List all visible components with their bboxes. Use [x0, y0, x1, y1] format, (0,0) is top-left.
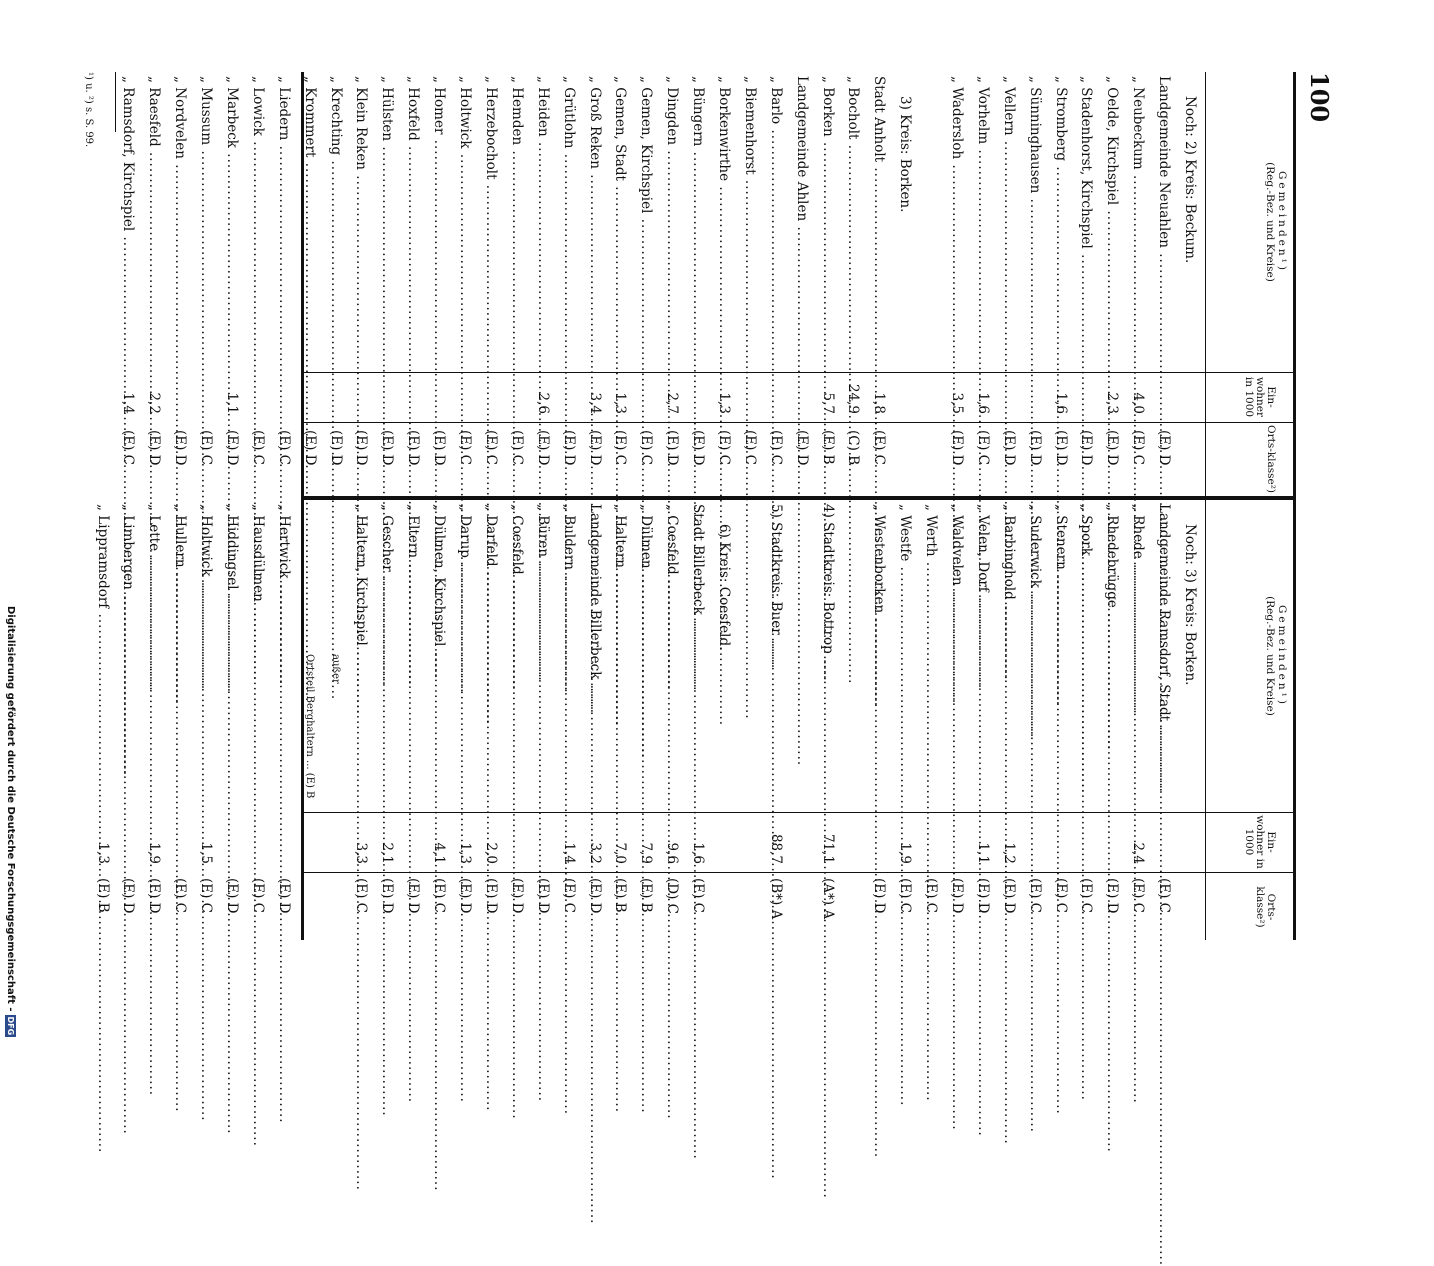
row-class: (E) D: [275, 878, 292, 914]
row-class: (E) C: [897, 878, 914, 914]
row-class: (E) B: [638, 878, 655, 913]
row-class: (E) B: [819, 430, 836, 465]
row-class: (E) C: [871, 430, 888, 466]
table-row: [399, 76, 425, 494]
row-class: (E) D: [1078, 430, 1095, 466]
row-name: Landgemeinde Ahlen .....: [788, 76, 814, 368]
table-row: [995, 76, 1021, 494]
row-name: „ Vorhelm .....: [969, 76, 995, 368]
table-row: [503, 76, 529, 494]
row-inhabitants: 3,5: [948, 392, 965, 414]
row-name: Noch: 3) Kreis: Borken.: [1182, 524, 1198, 686]
credit-text: Digitalisierung gefördert durch die Deutsche Forschungsgemeinschaft -: [5, 606, 16, 1012]
row-name: „ Nordvelen .....: [166, 76, 192, 368]
table-row: [607, 504, 633, 940]
table-row: [503, 504, 529, 940]
row-name: „ Hülsten .....: [373, 76, 399, 368]
row-name: Ortsteil Berghaltern ... (E) B: [303, 654, 315, 799]
row-name: „ Gemen, Stadt .....: [607, 76, 633, 368]
row-name: Landgemeinde Billerbeck .....: [581, 504, 607, 808]
row-name: Noch: 2) Kreis: Beckum.: [1182, 96, 1198, 264]
row-class: (E) D: [1104, 878, 1121, 914]
row-class: (E) D: [871, 878, 888, 914]
row-name: „ Hemden .....: [503, 76, 529, 368]
table-row: [710, 76, 736, 494]
table-row: [736, 504, 762, 940]
row-name: „ Hertwick .....: [270, 504, 296, 808]
row-inhabitants: 1,5: [198, 842, 215, 864]
row-inhabitants: 2,0: [482, 842, 499, 864]
table-row: [477, 504, 503, 940]
table-row: [865, 76, 891, 494]
row-class: (E) D: [379, 430, 396, 466]
header-name-right: Gemeinden¹) (Reg.-Bez. und Kreise): [1264, 596, 1288, 716]
row-name: Landgemeinde Ramsdorf, Stadt .....: [1150, 504, 1176, 808]
row-inhabitants: 1,1: [224, 392, 241, 414]
row-name: „ Neubeckum .....: [1124, 76, 1150, 368]
table-row: [140, 504, 166, 940]
row-class: (E) D: [1000, 430, 1017, 466]
row-name: „ Lette .....: [140, 504, 166, 808]
row-name: „ Lowick .....: [244, 76, 270, 368]
row-class: (E) C: [508, 430, 525, 466]
table-row: [891, 76, 917, 494]
row-class: (E) D: [327, 430, 344, 466]
table-row: [607, 76, 633, 494]
row-inhabitants: 2,1: [379, 842, 396, 864]
table-row: [451, 76, 477, 494]
row-name: „ Vellern .....: [995, 76, 1021, 368]
row-name: „ Ramsdorf, Kirchspiel .....: [115, 76, 141, 368]
row-name: „ Krommert .....: [296, 76, 322, 368]
row-name: „ Rhede .....: [1124, 504, 1150, 808]
table-row: [840, 504, 866, 940]
row-name: „ Dingden .....: [658, 76, 684, 368]
row-name: „ Heiden .....: [529, 76, 555, 368]
left-table-body: [115, 76, 1202, 494]
row-name: „ Wadersloh .....: [943, 76, 969, 368]
row-class: (E) D: [664, 430, 681, 466]
row-name: „ Westfe .....: [891, 504, 917, 808]
row-name: „ Lippramsdorf .....: [89, 504, 115, 808]
row-name: 5) Stadtkreis: Buer .....: [762, 504, 788, 808]
table-row: [969, 504, 995, 940]
table-row: [399, 504, 425, 940]
row-class: (E) D: [379, 878, 396, 914]
table-row: [658, 76, 684, 494]
table-row: [581, 504, 607, 940]
row-name: „ Sünninghausen .....: [1021, 76, 1047, 368]
row-name: „ Stadenhorst, Kirchspiel .....: [1073, 76, 1099, 368]
row-class: (C) B: [845, 430, 862, 466]
table-row: [374, 504, 400, 940]
row-inhabitants: 3,3: [353, 842, 370, 864]
row-class: (E) D: [586, 430, 603, 466]
table-row: [943, 504, 969, 940]
row-name: „ Haltern, Kirchspiel .....: [348, 504, 374, 808]
table-row: [296, 76, 322, 494]
row-inhabitants: 1,3: [612, 392, 629, 414]
right-table-body: [89, 504, 1202, 940]
row-class: (E) D: [534, 430, 551, 466]
table-row: [1021, 76, 1047, 494]
dfg-logo: DFG: [6, 1016, 15, 1036]
row-name: „ Velen, Dorf .....: [969, 504, 995, 808]
row-name: „ Darup .....: [451, 504, 477, 808]
row-class: (E) C: [431, 878, 448, 914]
table-row: [736, 76, 762, 494]
table-row: [322, 504, 348, 940]
row-class: (E) C: [1156, 878, 1173, 914]
table-row: [969, 76, 995, 494]
header-inhabitants-left: Ein-wohner in 1000: [1243, 376, 1277, 418]
table-row: [192, 504, 218, 940]
row-inhabitants: 88,7: [767, 833, 784, 864]
row-class: (E) C: [974, 430, 991, 466]
row-name: „ Werth .....: [917, 504, 943, 808]
row-class: (E) D: [405, 878, 422, 914]
row-name: „ Barlo .....: [762, 76, 788, 368]
row-class: (E) C: [457, 430, 474, 466]
row-name: außer: [329, 654, 341, 684]
row-name: „ Marbeck .....: [218, 76, 244, 368]
row-name: „ Grütlohn .....: [555, 76, 581, 368]
row-class: (E) D: [1052, 430, 1069, 466]
row-name: „ Hullern .....: [166, 504, 192, 808]
row-name: 6) Kreis: Coesfeld.: [715, 524, 732, 651]
row-inhabitants: 1,9: [146, 842, 163, 864]
row-inhabitants: 7,0: [612, 842, 629, 864]
table-row: [1021, 504, 1047, 940]
row-name: „ Coesfeld .....: [503, 504, 529, 808]
row-name: „ Dülmen .....: [632, 504, 658, 808]
row-name: 3) Kreis: Borken.: [897, 96, 914, 213]
row-name: „ Holtwick .....: [192, 504, 218, 808]
table-row: [140, 76, 166, 494]
row-inhabitants: 2,6: [534, 392, 551, 414]
table-row: [348, 504, 374, 940]
header-class-left: Orts-klasse²): [1265, 424, 1277, 494]
row-inhabitants: 1,6: [690, 842, 707, 864]
table-row: [192, 76, 218, 494]
row-name: „ Westenborken .....: [865, 504, 891, 808]
row-name: „ Hoxfeld .....: [399, 76, 425, 368]
table-row: [891, 504, 917, 940]
table-row: [529, 76, 555, 494]
row-inhabitants: 24,9: [845, 383, 862, 414]
digitization-credit: [5, 606, 16, 1037]
row-name: „ Borkenwirthe .....: [710, 76, 736, 368]
row-class: (E) C: [638, 430, 655, 466]
table-row: [425, 76, 451, 494]
row-class: (E) C: [767, 430, 784, 466]
table-row: [270, 76, 296, 494]
row-class: (E) D: [793, 430, 810, 466]
table-row: [1124, 76, 1150, 494]
row-name: „ Limbergen .....: [115, 504, 141, 808]
row-class: (E) D: [405, 430, 422, 466]
row-class: (E) D: [146, 878, 163, 914]
row-name: „ Stenern .....: [1047, 504, 1073, 808]
table-row: [840, 76, 866, 494]
row-name: „ Krechting .....: [322, 76, 348, 368]
row-inhabitants: 4,1: [431, 842, 448, 864]
row-inhabitants: 5,7: [819, 392, 836, 414]
row-name: „ Darfeld .....: [477, 504, 503, 808]
row-class: (A*) A: [819, 878, 836, 920]
row-class: (E) D: [224, 430, 241, 466]
footnote-rule: [115, 72, 116, 132]
row-name: „ Oelde, Kirchspiel .....: [1098, 76, 1124, 368]
row-class: (E) C: [172, 878, 189, 914]
table-row: [1176, 504, 1202, 940]
row-class: (E) D: [353, 430, 370, 466]
table-row: [244, 504, 270, 940]
row-inhabitants: 7,9: [638, 842, 655, 864]
table-row: [348, 76, 374, 494]
row-class: (E) D: [974, 878, 991, 914]
row-name: „ Hausdülmen .....: [244, 504, 270, 808]
table-row: [218, 76, 244, 494]
table-row: [115, 504, 141, 940]
footnote: ¹) u. ²) s. S. 99.: [83, 72, 94, 148]
table-row: [1047, 76, 1073, 494]
row-name: „ Bocholt .....: [840, 76, 866, 368]
table-row: [115, 76, 141, 494]
table-row: [374, 76, 400, 494]
row-name: „ Borken .....: [814, 76, 840, 368]
row-inhabitants: 1,3: [457, 842, 474, 864]
row-name: „ Dülmen, Kirchspiel .....: [425, 504, 451, 808]
table-row: [1150, 76, 1176, 494]
row-inhabitants: 1,1: [974, 842, 991, 864]
table-row: [632, 76, 658, 494]
row-class: (E) C: [560, 878, 577, 914]
table-row: [1124, 504, 1150, 940]
table-row: [917, 504, 943, 940]
row-class: (E) C: [1130, 878, 1147, 914]
row-class: (E) D: [301, 430, 318, 466]
row-class: (E) C: [1078, 878, 1095, 914]
row-name: „ Gemen, Kirchspiel .....: [632, 76, 658, 368]
table-row: [166, 76, 192, 494]
row-inhabitants: 3,2: [586, 842, 603, 864]
table-row: [581, 76, 607, 494]
row-name: „ Gescher .....: [373, 504, 399, 808]
header-rule: [1205, 72, 1206, 940]
row-inhabitants: 71,1: [819, 833, 836, 864]
row-inhabitants: 2,4: [1130, 842, 1147, 864]
row-name: „ Homer .....: [425, 76, 451, 368]
table-row: [710, 504, 736, 940]
table-row: [555, 76, 581, 494]
header-name-left: Gemeinden¹) (Reg.-Bez. und Kreise): [1264, 162, 1288, 282]
table-row: [1098, 76, 1124, 494]
table-row: [684, 76, 710, 494]
row-name: „ Büren .....: [529, 504, 555, 808]
row-class: (E) D: [172, 430, 189, 466]
row-class: (E) D: [508, 878, 525, 914]
row-class: (E) D: [431, 430, 448, 466]
row-class: (E) C: [715, 430, 732, 466]
row-class: (E) D: [224, 878, 241, 914]
row-class: (E) D: [560, 430, 577, 466]
row-class: (E) C: [1130, 430, 1147, 466]
table-row: [788, 76, 814, 494]
row-class: (E) B: [94, 878, 111, 913]
row-inhabitants: 1,6: [974, 392, 991, 414]
row-class: (E) D: [146, 430, 163, 466]
row-inhabitants: 2,2: [146, 392, 163, 414]
row-inhabitants: 1,4: [560, 842, 577, 864]
table-row: [762, 76, 788, 494]
table-row: [322, 76, 348, 494]
row-class: (E) C: [923, 878, 940, 914]
row-class: (E) C: [612, 430, 629, 466]
row-class: (E) D: [457, 878, 474, 914]
row-class: (E) D: [586, 878, 603, 914]
row-class: (E) C: [690, 878, 707, 914]
table-row: [995, 504, 1021, 940]
row-class: (B*) A: [767, 878, 784, 920]
row-class: (E) D: [1026, 430, 1043, 466]
row-class: (E) C: [741, 430, 758, 466]
table-row: [658, 504, 684, 940]
row-class: (E) C: [198, 878, 215, 914]
row-class: (E) D: [482, 878, 499, 914]
row-class: (E) C: [249, 430, 266, 466]
header-inhabitants-right: Ein-wohner in 1000: [1243, 815, 1277, 869]
row-name: „ Eltern .....: [399, 504, 425, 808]
row-name: „ Waldvelen .....: [943, 504, 969, 808]
row-class: (E) C: [1052, 878, 1069, 914]
row-class: (E) D: [948, 878, 965, 914]
row-name: „ Biemenhorst .....: [736, 76, 762, 368]
row-name: Stadt Anholt .....: [865, 76, 891, 368]
table-row: [89, 504, 115, 940]
row-class: (E) C: [1026, 878, 1043, 914]
table-row: [1047, 504, 1073, 940]
row-name: „ Stromberg .....: [1047, 76, 1073, 368]
table-row: [244, 76, 270, 494]
row-name: Stadt Billerbeck .....: [684, 504, 710, 808]
row-name: „ Groß Reken .....: [581, 76, 607, 368]
row-inhabitants: 4,0: [1130, 392, 1147, 414]
row-class: (E) D: [534, 878, 551, 914]
table-row: [865, 504, 891, 940]
row-name: „ Raesfeld .....: [140, 76, 166, 368]
row-name: „ Coesfeld .....: [658, 504, 684, 808]
row-class: (E) B: [612, 878, 629, 913]
row-inhabitants: 2,7: [664, 392, 681, 414]
table-row: [917, 76, 943, 494]
row-inhabitants: 1,3: [94, 842, 111, 864]
table-row: [218, 504, 244, 940]
row-name: „ Klein Reken .....: [348, 76, 374, 368]
table-row: [814, 76, 840, 494]
row-name: „ Holtwick .....: [451, 76, 477, 368]
row-name: „ Buldern .....: [555, 504, 581, 808]
row-inhabitants: 1,9: [897, 842, 914, 864]
table-row: [788, 504, 814, 940]
row-class: (E) C: [275, 430, 292, 466]
row-class: (E) D: [1000, 878, 1017, 914]
row-name: „ Barbinghold .....: [995, 504, 1021, 808]
table-row: [555, 504, 581, 940]
row-inhabitants: 9,6: [664, 842, 681, 864]
table-row: [814, 504, 840, 940]
table-row: [477, 76, 503, 494]
table-row: [1150, 504, 1176, 940]
row-name: Landgemeinde Neuahlen .....: [1150, 76, 1176, 368]
row-name: „ Mussum .....: [192, 76, 218, 368]
table-row: [1073, 76, 1099, 494]
table-row: [632, 504, 658, 940]
row-name: „ Haltern .....: [607, 504, 633, 808]
table-row: [296, 504, 322, 940]
top-rule: [1293, 72, 1296, 940]
row-inhabitants: 3,4: [586, 392, 603, 414]
row-inhabitants: 1,8: [871, 392, 888, 414]
row-name: „ Rhedebrügge .....: [1098, 504, 1124, 808]
row-name: „ Suderwick .....: [1021, 504, 1047, 808]
row-inhabitants: 1,2: [1000, 842, 1017, 864]
table-row: [166, 504, 192, 940]
row-class: (E) D: [120, 878, 137, 914]
table-row: [943, 76, 969, 494]
row-class: (D) C: [664, 878, 681, 914]
row-class: (E) C: [353, 878, 370, 914]
row-class: (E) D: [1156, 430, 1173, 466]
row-name: „ Spork .....: [1073, 504, 1099, 808]
row-class: (E) C: [120, 430, 137, 466]
row-inhabitants: 1,3: [715, 392, 732, 414]
table-row: [270, 504, 296, 940]
table-row: [1073, 504, 1099, 940]
header-class-right: Orts-klasse²): [1254, 886, 1277, 928]
table-row: [425, 504, 451, 940]
row-name: „ Liedern .....: [270, 76, 296, 368]
row-inhabitants: 2,3: [1104, 392, 1121, 414]
row-class: (E) C: [198, 430, 215, 466]
row-name: „ Hiddingsel .....: [218, 504, 244, 808]
table-row: [762, 504, 788, 940]
table-row: [684, 504, 710, 940]
row-name: 4) Stadtkreis: Bottrop .....: [814, 504, 840, 808]
table-row: [529, 504, 555, 940]
table-row: [451, 504, 477, 940]
row-name: „ Büngern .....: [684, 76, 710, 368]
row-class: (E) C: [482, 430, 499, 466]
row-class: (E) C: [249, 878, 266, 914]
row-class: (E) D: [948, 430, 965, 466]
row-class: (E) D: [1104, 430, 1121, 466]
row-inhabitants: 1,6: [1052, 392, 1069, 414]
table-row: [1176, 76, 1202, 494]
row-class: (E) D: [690, 430, 707, 466]
page-number: 100: [1305, 72, 1334, 123]
row-name: „ Herzebocholt .....: [477, 76, 503, 368]
row-inhabitants: 1,4: [120, 392, 137, 414]
table-row: [1098, 504, 1124, 940]
